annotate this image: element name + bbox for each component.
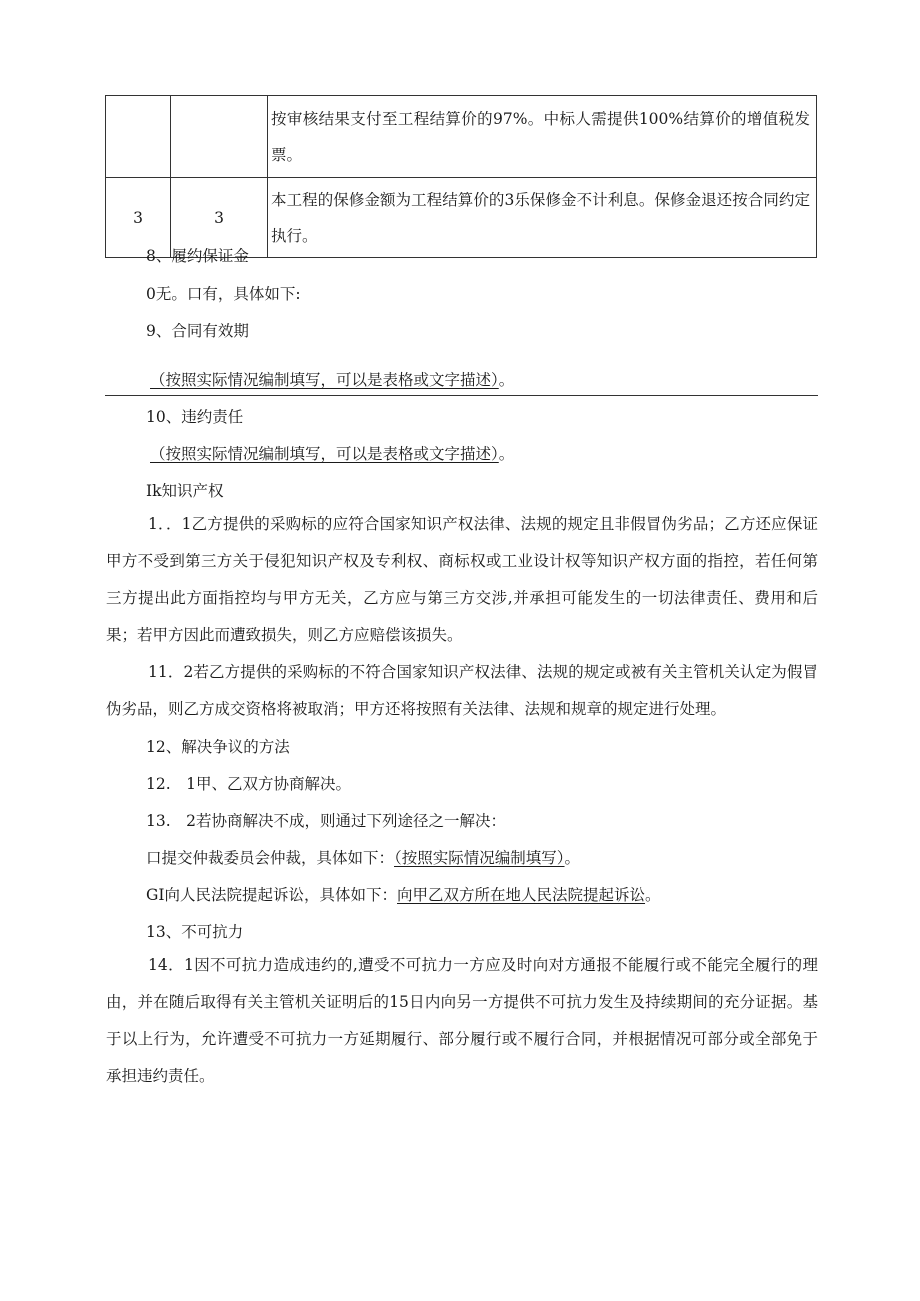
section-12-title: 12、解决争议的方法 bbox=[146, 738, 290, 756]
litigation-end: 。 bbox=[645, 886, 661, 904]
arbitration-end: 。 bbox=[564, 849, 581, 867]
table-row bbox=[106, 96, 817, 178]
litigation-value: 向甲乙双方所在地人民法院提起诉讼 bbox=[397, 886, 646, 904]
section-9-end: 。 bbox=[498, 371, 515, 389]
section-9-note: （按照实际情况编制填写，可以是表格或文字描述） bbox=[150, 371, 499, 389]
arbitration-prefix: 口提交仲裁委员会仲裁，具体如下： bbox=[146, 849, 395, 867]
table-cell-stage: 3 bbox=[171, 178, 268, 258]
section-10-note: （按照实际情况编制填写，可以是表格或文字描述） bbox=[150, 445, 499, 463]
payment-terms-table bbox=[105, 95, 817, 258]
litigation-prefix: GI向人民法院提起诉讼，具体如下： bbox=[146, 886, 398, 904]
section-10-note-line bbox=[150, 444, 514, 464]
section-11-paragraph-1: 1．．1乙方提供的采购标的应符合国家知识产权法律、法规的规定且非假冒伪劣品；乙方还应保证甲方不受到第三方关于侵犯知识产权及专利权、商标权或工业设计权等知识产权方面的指控，若任何第三方提出此方面指控均与甲方无关，乙方应与第三方交涉,并承担可能发生的一切法律责任、费用和后果；若甲方因此而遭致损失，则乙方应赔偿该损失。 bbox=[106, 515, 818, 644]
section-10-title: 10、违约责任 bbox=[146, 408, 244, 426]
table-cell-index bbox=[106, 96, 171, 178]
section-9-note-line bbox=[150, 370, 514, 390]
section-12-item-1: 12. 1甲、乙双方协商解决。 bbox=[146, 775, 352, 793]
section-12-option-litigation bbox=[146, 885, 661, 905]
section-12-option-arbitration bbox=[146, 848, 580, 868]
table-cell-index: 3 bbox=[106, 178, 171, 258]
table-cell-description: 按审核结果支付至工程结算价的97%。中标人需提供100%结算价的增值税发票。 bbox=[268, 96, 817, 178]
section-12-item-2: 13. 2若协商解决不成，则通过下列途径之一解决： bbox=[146, 812, 507, 830]
divider bbox=[105, 395, 818, 396]
table-cell-stage bbox=[171, 96, 268, 178]
table-cell-description: 本工程的保修金额为工程结算价的3乐保修金不计利息。保修金退还按合同约定执行。 bbox=[268, 178, 817, 258]
arbitration-value: （按照实际情况编制填写） bbox=[394, 849, 565, 867]
section-8-title: 8、履约保证金 bbox=[146, 247, 249, 265]
section-8-option: 0无。口有，具体如下: bbox=[146, 285, 301, 303]
section-10-end: 。 bbox=[498, 445, 515, 463]
section-13-paragraph-1: 14．1因不可抗力造成违约的,遭受不可抗力一方应及时向对方通报不能履行或不能完全履行的理由，并在随后取得有关主管机关证明后的15日内向另一方提供不可抗力发生及持续期间的充分证据。基于以上行为，允许遭受不可抗力一方延期履行、部分履行或不履行合同，并根据情况可部分或全部免于承担违约责任。 bbox=[106, 956, 818, 1085]
section-13-title: 13、不可抗力 bbox=[146, 923, 244, 941]
section-11-title: Ik知识产权 bbox=[146, 482, 224, 500]
section-9-title: 9、合同有效期 bbox=[146, 322, 249, 340]
section-11-paragraph-2: 11．2若乙方提供的采购标的不符合国家知识产权法律、法规的规定或被有关主管机关认定为假冒伪劣品，则乙方成交资格将被取消；甲方还将按照有关法律、法规和规章的规定进行处理。 bbox=[106, 663, 818, 718]
